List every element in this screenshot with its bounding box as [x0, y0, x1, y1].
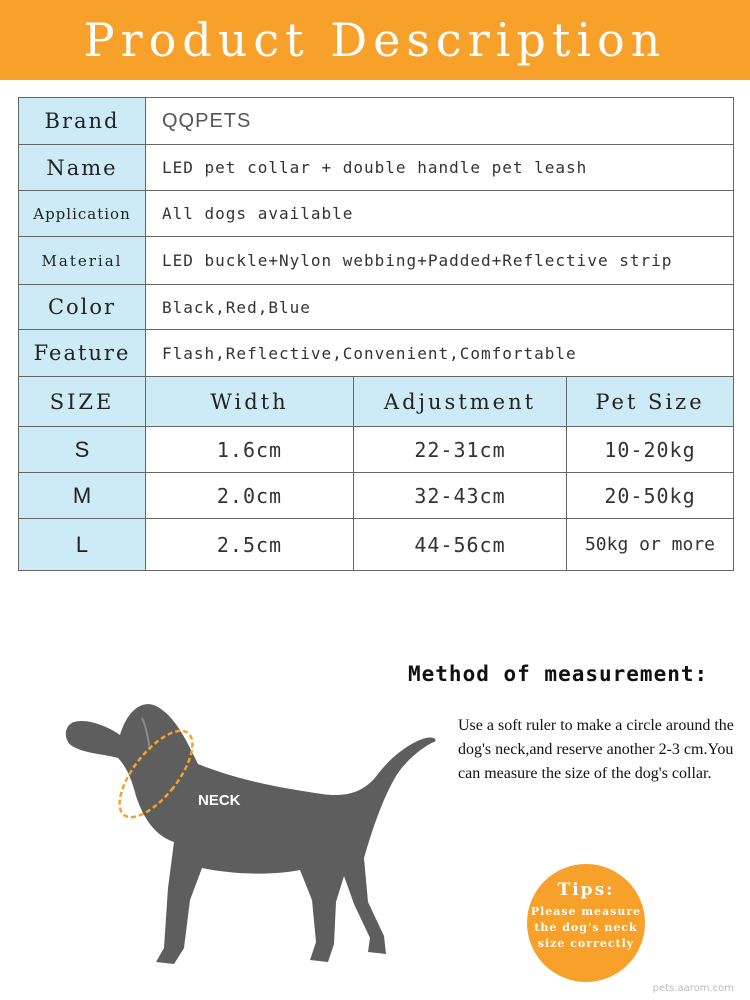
measurement-title: Method of measurement: — [408, 662, 709, 686]
adjustment-cell: 22-31cm — [354, 427, 567, 473]
spec-label: Name — [19, 145, 146, 191]
page-title: Product Description — [83, 13, 667, 67]
size-cell: S — [19, 427, 146, 473]
header-banner — [0, 0, 750, 80]
spec-label: Feature — [19, 330, 146, 377]
spec-row-material — [19, 237, 734, 285]
spec-value: All dogs available — [146, 191, 734, 237]
size-row-l — [19, 519, 734, 571]
spec-row-name — [19, 145, 734, 191]
measurement-instructions: Use a soft ruler to make a circle around the dog's neck,and reserve another 2-3 cm.You can measure the size of the dog's collar. — [458, 717, 734, 782]
size-header-size: SIZE — [19, 377, 146, 427]
size-header-width: Width — [146, 377, 354, 427]
spec-value: LED buckle+Nylon webbing+Padded+Reflective strip — [146, 237, 734, 285]
spec-value: LED pet collar + double handle pet leash — [146, 145, 734, 191]
size-cell: L — [19, 519, 146, 571]
size-cell: M — [19, 473, 146, 519]
tips-badge — [527, 864, 645, 982]
spec-row-brand — [19, 98, 734, 145]
spec-row-feature — [19, 330, 734, 377]
pet-size-cell: 50kg or more — [567, 519, 734, 571]
adjustment-cell: 32-43cm — [354, 473, 567, 519]
width-cell: 2.5cm — [146, 519, 354, 571]
watermark: pets.aarom.com — [652, 983, 734, 994]
spec-label: Application — [19, 191, 146, 237]
neck-label: NECK — [198, 792, 241, 809]
product-spec-table — [18, 97, 734, 571]
width-cell: 1.6cm — [146, 427, 354, 473]
spec-label: Brand — [19, 98, 146, 145]
adjustment-cell: 44-56cm — [354, 519, 567, 571]
spec-row-color — [19, 285, 734, 330]
spec-label: Material — [19, 237, 146, 285]
tips-body: Please measure the dog's neck size correctly — [530, 905, 642, 950]
spec-value: Black,Red,Blue — [146, 285, 734, 330]
pet-size-cell: 10-20kg — [567, 427, 734, 473]
size-header-pet-size: Pet Size — [567, 377, 734, 427]
width-cell: 2.0cm — [146, 473, 354, 519]
spec-value: QQPETS — [146, 98, 734, 145]
spec-label: Color — [19, 285, 146, 330]
tips-title: Tips: — [557, 880, 615, 900]
dog-silhouette-illustration — [60, 680, 440, 980]
size-row-m — [19, 473, 734, 519]
pet-size-cell: 20-50kg — [567, 473, 734, 519]
size-header-row — [19, 377, 734, 427]
size-row-s — [19, 427, 734, 473]
dog-body — [66, 704, 436, 964]
spec-row-application — [19, 191, 734, 237]
size-header-adjustment: Adjustment — [354, 377, 567, 427]
spec-value: Flash,Reflective,Convenient,Comfortable — [146, 330, 734, 377]
